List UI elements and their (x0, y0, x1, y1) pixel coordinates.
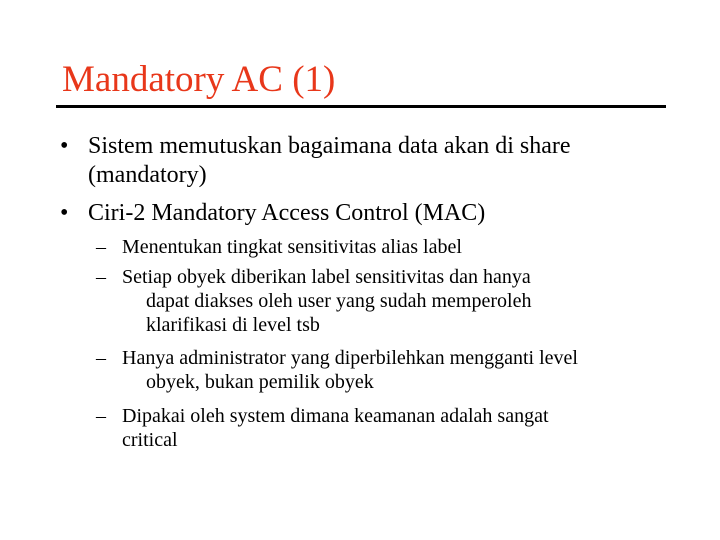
bullet-text: Sistem memutuskan bagaimana data akan di share (88, 133, 571, 159)
sub-bullet-item (96, 235, 682, 259)
sub-bullet-marker: – (96, 347, 106, 369)
sub-bullet-text: dapat diakses oleh user yang sudah memperoleh (146, 290, 532, 312)
sub-bullet-marker: – (96, 236, 106, 258)
bullet-item (60, 199, 688, 228)
sub-bullet-text: critical (122, 429, 178, 451)
sub-bullet-text: Setiap obyek diberikan label sensitivitas dan hanya (122, 266, 531, 288)
slide-title: Mandatory AC (1) (62, 59, 336, 100)
sub-bullet-text: Hanya administrator yang diperbilehkan mengganti level (122, 347, 578, 369)
bullet-marker: • (60, 200, 69, 226)
sub-bullet-marker: – (96, 266, 106, 288)
bullet-item (60, 132, 688, 190)
sub-bullet-text: Dipakai oleh system dimana keamanan adalah sangat (122, 405, 549, 427)
sub-bullet-text: obyek, bukan pemilik obyek (146, 371, 374, 393)
sub-bullet-item (96, 346, 682, 394)
sub-bullet-item (96, 265, 682, 337)
bullet-text: Ciri-2 Mandatory Access Control (MAC) (88, 200, 486, 226)
sub-bullet-item (96, 404, 682, 452)
title-underline (56, 105, 666, 108)
bullet-text: (mandatory) (88, 162, 207, 188)
sub-bullet-text: klarifikasi di level tsb (146, 314, 320, 336)
sub-bullet-text: Menentukan tingkat sensitivitas alias label (122, 236, 462, 258)
sub-bullet-marker: – (96, 405, 106, 427)
bullet-marker: • (60, 133, 69, 159)
